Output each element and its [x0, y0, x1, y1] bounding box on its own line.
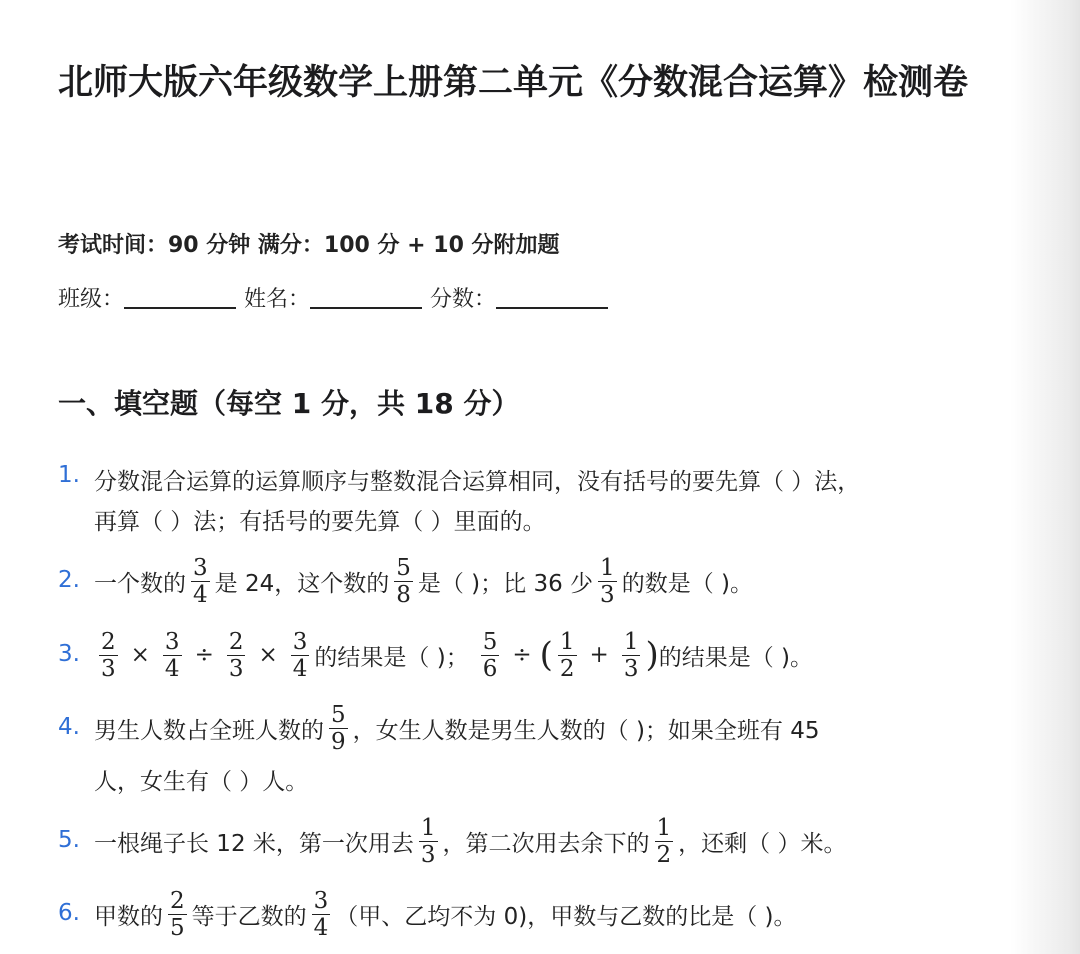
denominator: 2 [559, 655, 575, 682]
numerator: 3 [313, 887, 329, 914]
score-blank[interactable] [496, 287, 608, 309]
exam-meta: 考试时间：90 分钟 满分：100 分 + 10 分附加题 [58, 233, 560, 258]
fraction [622, 629, 641, 682]
question-1 [58, 459, 978, 549]
times-sign: × [130, 642, 150, 668]
question-3 [58, 624, 978, 686]
plus-sign: + [589, 642, 609, 668]
fraction [291, 629, 310, 682]
fraction [168, 888, 187, 941]
divide-sign: ÷ [194, 642, 214, 668]
document-page [58, 54, 1018, 941]
score-label: 分数： [430, 287, 497, 312]
denominator: 3 [623, 655, 639, 682]
question-text: ，女生人数是男生人数的（ )；如果全班有 45 [352, 717, 820, 744]
numerator: 1 [656, 814, 672, 841]
question-5 [58, 810, 978, 872]
numerator: 3 [164, 628, 180, 655]
divide-sign: ÷ [512, 642, 532, 668]
question-text: 是（ )；比 36 少 [417, 570, 594, 597]
denominator: 6 [482, 655, 498, 682]
name-label: 姓名： [244, 287, 311, 312]
question-text: 的数是（ )。 [621, 570, 753, 597]
numerator: 2 [170, 887, 185, 914]
fraction [312, 888, 331, 941]
numerator: 1 [559, 628, 575, 655]
fraction [481, 629, 500, 682]
student-info-row [58, 282, 616, 313]
fraction [655, 815, 674, 868]
document-title: 北师大版六年级数学上册第二单元《分数混合运算》检测卷 [58, 63, 969, 103]
denominator: 3 [228, 655, 244, 682]
numerator: 5 [331, 701, 346, 728]
denominator: 4 [193, 581, 208, 608]
question-text: ，还剩（ ）米。 [678, 830, 847, 857]
times-sign: × [258, 642, 278, 668]
fraction [99, 629, 118, 682]
fraction [329, 702, 348, 755]
numerator: 3 [292, 628, 308, 655]
question-number: 5. [58, 827, 80, 853]
denominator: 3 [600, 581, 615, 608]
denominator: 4 [292, 655, 308, 682]
right-paren: ) [645, 635, 659, 675]
denominator: 9 [331, 728, 346, 755]
question-4-line-2: 人，女生有（ ）人。 [94, 768, 309, 795]
question-4-line-1 [94, 697, 978, 759]
fraction [598, 555, 617, 608]
question-number: 2. [58, 567, 80, 593]
denominator: 3 [420, 841, 436, 868]
numerator: 1 [623, 628, 639, 655]
question-text: 一个数的 [94, 570, 186, 597]
denominator: 5 [170, 914, 185, 941]
question-text: 的结果是（ )。 [658, 644, 814, 671]
question-text: 甲数的 [94, 903, 163, 930]
question-6 [58, 883, 978, 945]
question-number: 3. [58, 641, 80, 667]
question-number: 4. [58, 714, 80, 740]
denominator: 8 [396, 581, 411, 608]
question-2 [58, 551, 978, 611]
numerator: 3 [193, 554, 208, 581]
question-text: ，第二次用去余下的 [442, 830, 650, 857]
numerator: 2 [101, 628, 116, 655]
class-blank[interactable] [124, 287, 236, 309]
question-1-line-1: 分数混合运算的运算顺序与整数混合运算相同，没有括号的要先算（ ）法， [94, 468, 861, 495]
numerator: 5 [396, 554, 411, 581]
fraction [419, 815, 438, 868]
question-4 [58, 697, 978, 797]
question-text: 是 24，这个数的 [214, 570, 390, 597]
numerator: 5 [482, 628, 498, 655]
question-number: 6. [58, 900, 80, 926]
question-text: 一根绳子长 12 米，第一次用去 [94, 830, 414, 857]
fraction [394, 555, 413, 608]
section-title: 一、填空题（每空 1 分，共 18 分） [58, 387, 520, 420]
denominator: 2 [656, 841, 672, 868]
fraction [558, 629, 577, 682]
left-paren: ( [539, 635, 553, 675]
question-text: （甲、乙均不为 0)，甲数与乙数的比是（ )。 [335, 903, 797, 930]
fraction [227, 629, 246, 682]
numerator: 1 [600, 554, 615, 581]
numerator: 1 [420, 814, 436, 841]
question-text: 等于乙数的 [191, 903, 307, 930]
numerator: 2 [228, 628, 244, 655]
denominator: 4 [313, 914, 329, 941]
fraction [191, 555, 210, 608]
question-1-line-2: 再算（ ）法；有括号的要先算（ ）里面的。 [94, 508, 546, 535]
denominator: 4 [164, 655, 180, 682]
question-text: 的结果是（ )； [314, 644, 469, 671]
fraction [163, 629, 182, 682]
name-blank[interactable] [310, 287, 422, 309]
question-number: 1. [58, 462, 80, 488]
right-edge-shadow [1010, 0, 1080, 954]
denominator: 3 [101, 655, 116, 682]
class-label: 班级： [58, 287, 125, 312]
question-text: 男生人数占全班人数的 [94, 717, 324, 744]
